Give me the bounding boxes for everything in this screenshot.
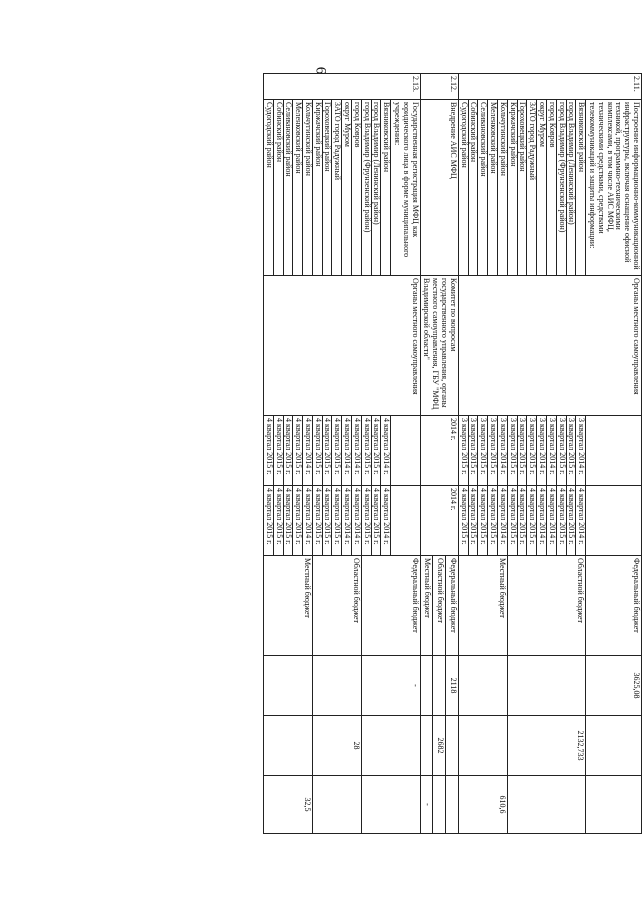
- district-name: Киржачский район: [312, 100, 322, 276]
- end-period: 4 квартал 2014 г.: [547, 486, 557, 556]
- start-period: 4 квартал 2015 г.: [263, 416, 273, 486]
- district-name: Меленковский район: [488, 100, 498, 276]
- start-period: 3 квартал 2015 г.: [517, 416, 527, 486]
- end-period: 4 квартал 2015 г.: [468, 486, 478, 556]
- funding-value: [507, 776, 585, 834]
- district-name: Вязниковский район: [576, 100, 586, 276]
- district-name: округ Муром: [537, 100, 547, 276]
- funding-value: [586, 776, 642, 834]
- district-name: Кольчугинский район: [303, 100, 313, 276]
- funding-value: 2132,733: [507, 716, 585, 776]
- table-row: [391, 74, 420, 834]
- funding-source: Областной бюджет: [312, 556, 361, 656]
- district-name: Судогодский район: [263, 100, 273, 276]
- table-row: [303, 74, 313, 834]
- funding-value: [420, 656, 433, 716]
- district-name: Меленковский район: [293, 100, 303, 276]
- district-name: город Владимир (Ленинский район): [566, 100, 576, 276]
- end-period: 4 квартал 2014 г.: [576, 486, 586, 556]
- end-period: 4 квартал 2015 г.: [322, 486, 332, 556]
- section-executor: Комитет по вопросам государственного управления, органы местного самоуправления, ГБУ "МФЦ Владимирской области": [420, 276, 458, 416]
- district-name: город Ковров: [352, 100, 362, 276]
- funding-value: 3625,08: [586, 656, 642, 716]
- district-name: Гороховецкий район: [517, 100, 527, 276]
- section-number: 2.13.: [263, 74, 420, 100]
- start-period: 3 квартал 2015 г.: [556, 416, 566, 486]
- funding-source: Местный бюджет: [420, 556, 433, 656]
- end-period: 4 квартал 2014 г.: [342, 486, 352, 556]
- start-period: 4 квартал 2015 г.: [322, 416, 332, 486]
- table-row: [576, 74, 586, 834]
- section-title: Внедрение АИС МФЦ: [420, 100, 458, 276]
- funding-source: Федеральный бюджет: [361, 556, 420, 656]
- end-period: 4 квартал 2015 г.: [273, 486, 283, 556]
- section-executor: Органы местного самоуправления: [263, 276, 420, 416]
- start-empty: [391, 416, 420, 486]
- district-name: округ Муром: [342, 100, 352, 276]
- start-period: 3 квартал 2015 г.: [527, 416, 537, 486]
- start-period: 3 квартал 2015 г.: [468, 416, 478, 486]
- section-title: Построение информационно-коммуникационной инфраструктуры, включая оснащение офисной техникой, программно-техническими комплексами, в том числе АИС МФЦ, техническими средствами, средствами телекоммуникаций и защиты информации:: [586, 100, 642, 276]
- district-name: Кольчугинский район: [498, 100, 508, 276]
- start-period: 4 квартал 2015 г.: [361, 416, 371, 486]
- start-period: 3 квартал 2015 г.: [566, 416, 576, 486]
- end-period: 4 квартал 2015 г.: [458, 486, 468, 556]
- district-name: Собинский район: [273, 100, 283, 276]
- end-empty: [586, 486, 642, 556]
- funding-source: Местный бюджет: [263, 556, 312, 656]
- funding-value: [446, 716, 459, 776]
- rotated-table-sheet: [0, 73, 642, 833]
- funding-value: 28: [312, 716, 361, 776]
- end-period: 4 квартал 2015 г.: [332, 486, 342, 556]
- table-row: [586, 74, 642, 834]
- funding-source: Областной бюджет: [433, 556, 446, 656]
- start-period: 3 квартал 2015 г.: [507, 416, 517, 486]
- funding-source: Областной бюджет: [507, 556, 585, 656]
- start-period: 4 квартал 2015 г.: [283, 416, 293, 486]
- district-name: ЗАТО город Радужный: [527, 100, 537, 276]
- start-period: 3 квартал 2015 г.: [488, 416, 498, 486]
- end-period: 2014 г.: [420, 486, 458, 556]
- end-period: 4 квартал 2014 г.: [352, 486, 362, 556]
- start-period: 3 квартал 2014 г.: [576, 416, 586, 486]
- end-period: 4 квартал 2015 г.: [293, 486, 303, 556]
- section-number: 2.11.: [458, 74, 641, 100]
- end-period: 4 квартал 2015 г.: [478, 486, 488, 556]
- table-row: [446, 74, 459, 834]
- funding-value: [458, 656, 507, 716]
- district-name: Селивановский район: [283, 100, 293, 276]
- funding-value: [312, 776, 361, 834]
- funding-value: 32,5: [263, 776, 312, 834]
- end-period: 4 квартал 2015 г.: [527, 486, 537, 556]
- end-period: 4 квартал 2014 г.: [498, 486, 508, 556]
- table-row: [498, 74, 508, 834]
- section-executor: Органы местного самоуправления: [458, 276, 641, 416]
- table-body: [263, 74, 641, 834]
- start-period: 4 квартал 2015 г.: [332, 416, 342, 486]
- start-period: 4 квартал 2015 г.: [371, 416, 381, 486]
- district-name: Киржачский район: [507, 100, 517, 276]
- district-name: город Владимир (Фрунзенский район): [361, 100, 371, 276]
- end-period: 4 квартал 2015 г.: [263, 486, 273, 556]
- funding-value: -: [420, 776, 433, 834]
- start-period: 3 квартал 2014 г.: [498, 416, 508, 486]
- funding-value: 2118: [446, 656, 459, 716]
- section-title: Государственная регистрация МФЦ как юридического лица в форме муниципального учреждения:: [391, 100, 420, 276]
- funding-source: Федеральный бюджет: [586, 556, 642, 656]
- start-period: 3 квартал 2015 г.: [458, 416, 468, 486]
- district-name: ЗАТО город Радужный: [332, 100, 342, 276]
- start-period: 4 квартал 2015 г.: [312, 416, 322, 486]
- end-period: 4 квартал 2014 г.: [381, 486, 391, 556]
- funding-source: Местный бюджет: [458, 556, 507, 656]
- start-period: 4 квартал 2014 г.: [303, 416, 313, 486]
- page-number: 6: [312, 66, 329, 75]
- funding-value: [586, 716, 642, 776]
- end-period: 4 квартал 2015 г.: [312, 486, 322, 556]
- section-number: 2.12.: [420, 74, 458, 100]
- funding-value: [458, 716, 507, 776]
- funding-value: [361, 776, 420, 834]
- funding-value: [446, 776, 459, 834]
- district-name: Селивановский район: [478, 100, 488, 276]
- end-period: 4 квартал 2014 г.: [303, 486, 313, 556]
- funding-value: [361, 716, 420, 776]
- funding-value: [433, 776, 446, 834]
- end-period: 4 квартал 2015 г.: [517, 486, 527, 556]
- funding-value: 2682: [433, 716, 446, 776]
- end-period: 4 квартал 2015 г.: [361, 486, 371, 556]
- funding-value: -: [361, 656, 420, 716]
- end-period: 4 квартал 2015 г.: [371, 486, 381, 556]
- end-empty: [391, 486, 420, 556]
- funding-value: [263, 716, 312, 776]
- start-period: 4 квартал 2014 г.: [381, 416, 391, 486]
- end-period: 4 квартал 2015 г.: [556, 486, 566, 556]
- start-period: 4 квартал 2014 г.: [352, 416, 362, 486]
- district-name: Вязниковский район: [381, 100, 391, 276]
- end-period: 4 квартал 2015 г.: [566, 486, 576, 556]
- table-row: [352, 74, 362, 834]
- plan-table: [263, 73, 642, 834]
- end-period: 4 квартал 2015 г.: [283, 486, 293, 556]
- district-name: Собинский район: [468, 100, 478, 276]
- end-period: 4 квартал 2014 г.: [537, 486, 547, 556]
- start-period: 3 квартал 2014 г.: [547, 416, 557, 486]
- start-period: 2014 г.: [420, 416, 458, 486]
- start-period: 4 квартал 2014 г.: [342, 416, 352, 486]
- end-period: 4 квартал 2015 г.: [488, 486, 498, 556]
- start-period: 3 квартал 2014 г.: [537, 416, 547, 486]
- start-period: 4 квартал 2015 г.: [273, 416, 283, 486]
- district-name: Судогодский район: [458, 100, 468, 276]
- district-name: город Владимир (Ленинский район): [371, 100, 381, 276]
- district-name: город Ковров: [547, 100, 557, 276]
- funding-value: [263, 656, 312, 716]
- funding-source: Федеральный бюджет: [446, 556, 459, 656]
- funding-value: [433, 656, 446, 716]
- district-name: Гороховецкий район: [322, 100, 332, 276]
- funding-value: 610,6: [458, 776, 507, 834]
- end-period: 4 квартал 2015 г.: [507, 486, 517, 556]
- start-period: 4 квартал 2015 г.: [293, 416, 303, 486]
- district-name: город Владимир (Фрунзенский район): [556, 100, 566, 276]
- start-empty: [586, 416, 642, 486]
- funding-value: [312, 656, 361, 716]
- funding-value: [507, 656, 585, 716]
- funding-value: [420, 716, 433, 776]
- start-period: 3 квартал 2015 г.: [478, 416, 488, 486]
